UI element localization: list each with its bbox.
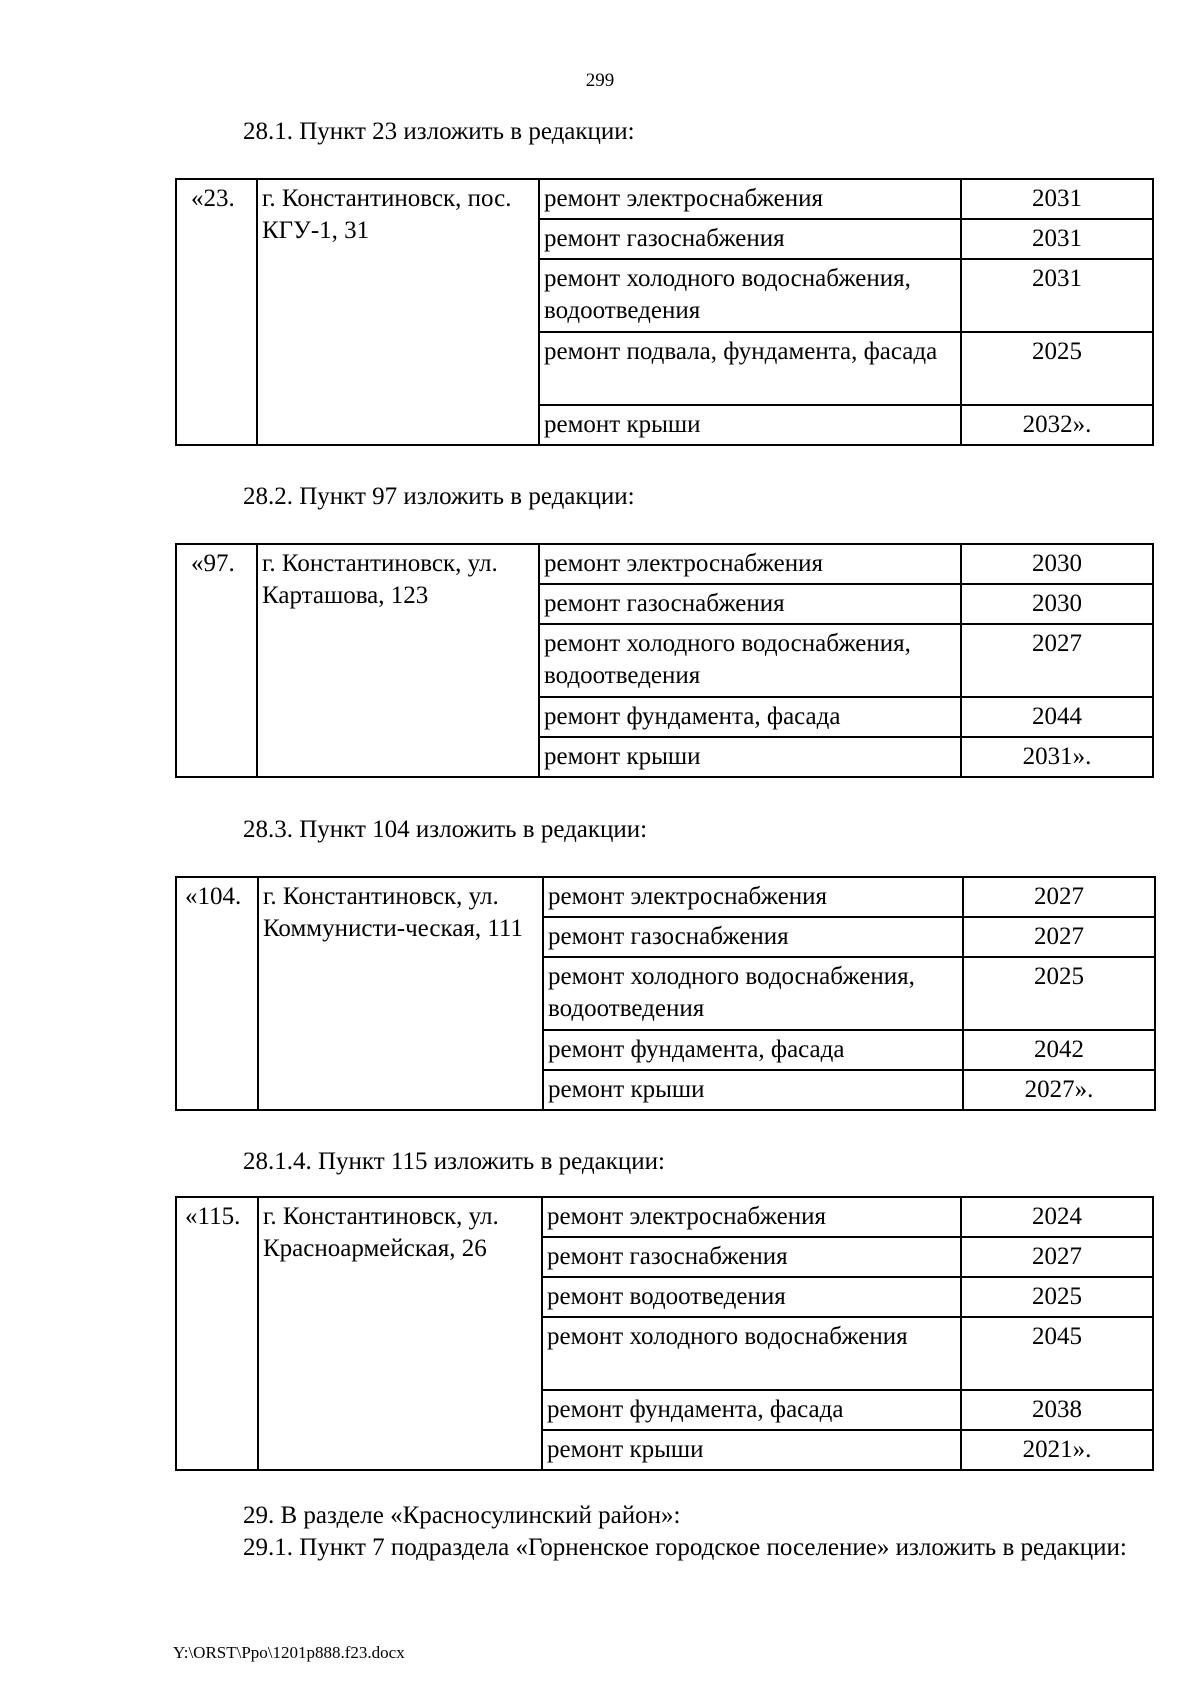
year-cell: 2031». — [961, 737, 1153, 777]
paragraph-29-1: 29.1. Пункт 7 подраздела «Горненское городское поселение» изложить в редакции: — [243, 1534, 1127, 1561]
work-type-cell: ремонт крыши — [539, 737, 961, 777]
year-cell: 2031 — [961, 259, 1153, 332]
section-heading: 28.1. Пункт 23 изложить в редакции: — [243, 118, 635, 145]
amendment-table — [175, 876, 1156, 1111]
work-type-cell: ремонт холодного водоснабжения — [542, 1317, 961, 1390]
year-cell: 2027». — [963, 1070, 1155, 1110]
year-cell: 2045 — [961, 1317, 1153, 1390]
year-cell: 2032». — [961, 405, 1153, 445]
address-cell: г. Константиновск, ул. Карташова, 123 — [257, 544, 539, 777]
work-type-cell: ремонт газоснабжения — [543, 917, 963, 957]
file-path-footer: Y:\ORST\Ppo\1201p888.f23.docx — [173, 1643, 405, 1662]
work-type-cell: ремонт холодного водоснабжения, водоотведения — [539, 259, 961, 332]
amendment-table — [175, 178, 1154, 446]
work-type-cell: ремонт фундамента, фасада — [542, 1390, 961, 1430]
year-cell: 2031 — [961, 179, 1153, 219]
work-type-cell: ремонт водоотведения — [542, 1277, 961, 1317]
address-cell: г. Константиновск, пос. КГУ-1, 31 — [257, 179, 539, 445]
year-cell: 2042 — [963, 1030, 1155, 1070]
year-cell: 2027 — [963, 917, 1155, 957]
year-cell: 2021». — [961, 1430, 1153, 1470]
work-type-cell: ремонт крыши — [543, 1070, 963, 1110]
work-type-cell: ремонт холодного водоснабжения, водоотведения — [539, 624, 961, 697]
section-heading: 28.3. Пункт 104 изложить в редакции: — [243, 816, 648, 843]
work-type-cell: ремонт крыши — [539, 405, 961, 445]
amendment-table — [175, 1196, 1154, 1471]
work-type-cell: ремонт холодного водоснабжения, водоотведения — [543, 957, 963, 1030]
work-type-cell: ремонт газоснабжения — [539, 219, 961, 259]
year-cell: 2027 — [961, 1237, 1153, 1277]
work-type-cell: ремонт фундамента, фасада — [543, 1030, 963, 1070]
section-heading: 28.2. Пункт 97 изложить в редакции: — [243, 483, 635, 510]
year-cell: 2030 — [961, 584, 1153, 624]
item-number: «97. — [176, 544, 257, 777]
section-heading: 28.1.4. Пункт 115 изложить в редакции: — [243, 1148, 665, 1175]
year-cell: 2030 — [961, 544, 1153, 584]
work-type-cell: ремонт подвала, фундамента, фасада — [539, 332, 961, 405]
work-type-cell: ремонт электроснабжения — [543, 877, 963, 917]
year-cell: 2027 — [961, 624, 1153, 697]
page-number: 299 — [585, 70, 615, 91]
paragraph-29: 29. В разделе «Красносулинский район»: — [243, 1502, 681, 1529]
amendment-table — [175, 543, 1154, 778]
work-type-cell: ремонт газоснабжения — [539, 584, 961, 624]
year-cell: 2025 — [963, 957, 1155, 1030]
work-type-cell: ремонт газоснабжения — [542, 1237, 961, 1277]
year-cell: 2044 — [961, 697, 1153, 737]
address-cell: г. Константиновск, ул. Коммунисти-ческая, 111 — [258, 877, 543, 1110]
item-number: «115. — [176, 1197, 258, 1470]
item-number: «104. — [176, 877, 258, 1110]
work-type-cell: ремонт электроснабжения — [539, 544, 961, 584]
work-type-cell: ремонт крыши — [542, 1430, 961, 1470]
work-type-cell: ремонт электроснабжения — [539, 179, 961, 219]
work-type-cell: ремонт фундамента, фасада — [539, 697, 961, 737]
address-cell: г. Константиновск, ул. Красноармейская, 26 — [258, 1197, 542, 1470]
year-cell: 2024 — [961, 1197, 1153, 1237]
year-cell: 2027 — [963, 877, 1155, 917]
item-number: «23. — [176, 179, 257, 445]
work-type-cell: ремонт электроснабжения — [542, 1197, 961, 1237]
year-cell: 2025 — [961, 332, 1153, 405]
year-cell: 2031 — [961, 219, 1153, 259]
year-cell: 2038 — [961, 1390, 1153, 1430]
year-cell: 2025 — [961, 1277, 1153, 1317]
